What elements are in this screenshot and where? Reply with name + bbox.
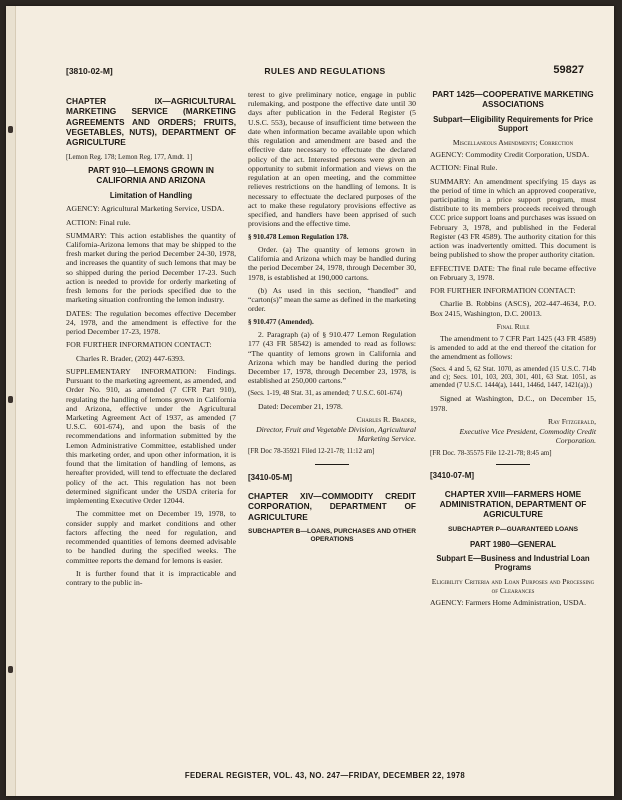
chapter-heading: CHAPTER IX—AGRICULTURAL MARKETING SERVICE (MARKETING AGREEMENTS AND ORDERS; FRUITS, VEGETABLES, NUTS), DEPARTMENT OF AGRICULTURE	[66, 96, 236, 148]
limitation-heading: Limitation of Handling	[109, 190, 193, 200]
agency-line: AGENCY: Farmers Home Administration, USDA.	[430, 598, 587, 608]
subchapter-heading: SUBCHAPTER B—LOANS, PURCHASES AND OTHER OPERATIONS	[248, 527, 416, 544]
authority-citation: (Secs. 1-19, 48 Stat. 31, as amended; 7 U.S.C. 601-674)	[248, 389, 403, 397]
final-rule-heading: Final Rule	[496, 321, 530, 331]
header-title: RULES AND REGULATIONS	[264, 66, 386, 76]
signer-title: Executive Vice President, Commodity Credit Corporation.	[459, 426, 596, 446]
signer-name: Ray Fitzgerald,	[547, 416, 596, 426]
column-3	[430, 90, 596, 612]
amendment-paragraph: The amendment to 7 CFR Part 1425 (43 FR 4589) is amended to add at the end thereof the citation for the amendment as follows:	[430, 333, 596, 362]
summary-paragraph: SUMMARY: This action establishes the quantity of California-Arizona lemons that may be shipped to the fresh market during the period December 24-30, 1978, and increases the quantity of such lemons that may be so shipped during the period December 17-23. Such action is needed to provide for orderly marketing of fresh lemons for the periods specified due to the marketing situation confronting the lemon industry.	[66, 230, 236, 305]
committee-paragraph: The committee met on December 19, 1978, to consider supply and market conditions and other factors affecting the need for regulation, and recommended quantities of lemons deemed advisable to be handled during the specified weeks. The committee reports the demand for lemons is easier.	[66, 509, 236, 565]
contact-line: Charlie B. Robbins (ASCS), 202-447-4634, P.O. Box 2415, Washington, D.C. 20013.	[430, 299, 596, 318]
page-number: 59827	[553, 64, 584, 76]
signer-title: Director, Fruit and Vegetable Division, Agricultural Marketing Service.	[256, 424, 416, 444]
effective-date-paragraph: EFFECTIVE DATE: The final rule became effective on February 3, 1978.	[430, 263, 596, 282]
subpart-heading: Subpart—Eligibility Requirements for Price Support	[433, 114, 593, 134]
further-info-heading: FOR FURTHER INFORMATION CONTACT:	[66, 340, 212, 350]
binding-hole	[8, 666, 13, 673]
agency-line: AGENCY: Commodity Credit Corporation, USDA.	[430, 150, 590, 160]
binding-strip	[6, 6, 16, 796]
section-title: § 910.477 (Amended).	[248, 317, 314, 326]
signed-line: Signed at Washington, D.C., on December 15, 1978.	[430, 394, 596, 413]
page-footer: FEDERAL REGISTER, VOL. 43, NO. 247—FRIDAY, DECEMBER 22, 1978	[184, 771, 466, 780]
chapter-heading: CHAPTER XIV—COMMODITY CREDIT CORPORATION, DEPARTMENT OF AGRICULTURE	[248, 490, 416, 522]
subchapter-heading: SUBCHAPTER P—GUARANTEED LOANS	[447, 525, 579, 533]
divider	[496, 464, 530, 465]
dates-paragraph: DATES: The regulation becomes effective December 24, 1978, and the amendment is effective for the period December 17-23, 1978.	[66, 308, 236, 337]
misc-heading: Miscellaneous Amendments; Correction	[452, 137, 574, 147]
divider	[315, 464, 349, 465]
definition-paragraph: (b) As used in this section, “handled” and “carton(s)” mean the same as defined in the marketing order.	[248, 285, 416, 314]
amendment-paragraph: 2. Paragraph (a) of § 910.477 Lemon Regulation 177 (43 FR 58542) is amended to read as follows: “The quantity of lemons grown in California and Arizona which may be handled during the period December 17, 1978, through December 23, 1978, is established at 250,000 cartons.”	[248, 330, 416, 386]
lemon-reg-ref: [Lemon Reg. 178; Lemon Reg. 177, Amdt. 1]	[66, 153, 193, 161]
authority-citation: (Secs. 4 and 5, 62 Stat. 1070, as amended (15 U.S.C. 714b and c); Secs. 101, 103, 203, 301, 401, 63 Stat. 1051, as amended (7 U.S.C. 1444(a), 1441, 1446d, 1447, 1421(a)).)	[430, 365, 596, 390]
action-line: ACTION: Final rule.	[66, 217, 131, 227]
part-heading: PART 1980—GENERAL	[469, 540, 557, 550]
document-page	[6, 6, 614, 796]
chapter-heading: CHAPTER XVIII—FARMERS HOME ADMINISTRATION, DEPARTMENT OF AGRICULTURE	[439, 488, 587, 520]
binding-hole	[8, 396, 13, 403]
fr-doc-line: [FR Doc 78-35921 Filed 12-21-78; 11:12 am]	[248, 447, 375, 455]
further-found-paragraph: It is further found that it is impracticable and contrary to the public in-	[66, 568, 236, 587]
signature-block	[248, 415, 416, 444]
part-heading: PART 1425—COOPERATIVE MARKETING ASSOCIATIONS	[432, 90, 594, 110]
agency-line: AGENCY: Agricultural Marketing Service, USDA.	[66, 204, 225, 214]
supplementary-paragraph: SUPPLEMENTARY INFORMATION: Findings. Pursuant to the marketing agreement, as amended, and Order No. 910, as amended (7 CFR Part 910), regulating the handling of lemons grown in California and Arizona, effective under the Agricultural Marketing Agreement Act of 1937, as amended (7 U.S.C. 601-674), and upon the basis of the recommendations and information submitted by the Lemon Administrative Committee, established under this marketing order, and upon other information, it is found that the limitation of handling of lemons, as hereafter provided, will tend to effectuate the declared policy of the act. This regulation has not been determined significant under the USDA criteria for implementing Executive Order 12044.	[66, 366, 236, 506]
further-info-heading: FOR FURTHER INFORMATION CONTACT:	[430, 286, 576, 296]
agency-code: [3410-05-M]	[248, 473, 293, 483]
part-heading: PART 910—LEMONS GROWN IN CALIFORNIA AND ARIZONA	[88, 166, 214, 186]
eligibility-heading: Eligibility Criteria and Loan Purposes and Processing of Clearances	[431, 577, 595, 596]
dated-line: Dated: December 21, 1978.	[258, 401, 343, 411]
binding-hole	[8, 126, 13, 133]
running-head	[66, 66, 584, 82]
signer-name: Charles R. Brader,	[356, 415, 416, 425]
agency-code: [3410-07-M]	[430, 471, 475, 481]
signature-block	[430, 417, 596, 446]
action-line: ACTION: Final Rule.	[430, 163, 498, 173]
order-paragraph: Order. (a) The quantity of lemons grown in California and Arizona which may be handled during the period December 24, 1978, through December 30, 1978, is established at 190,000 cartons.	[248, 245, 416, 282]
column-1	[66, 90, 236, 591]
contact-line: Charles R. Brader, (202) 447-6393.	[76, 353, 185, 363]
summary-paragraph: SUMMARY: An amendment specifying 15 days as the period of time in which an approved cooperative, participating in a price support program, must distribute to its members proceeds received through CCC price support loans and purchases was issued on February 3, 1978, and published in the Federal Register (43 FR 4589). The authority citation for this action was inadvertently omitted. This document is being published to show the proper authority citation.	[430, 176, 596, 260]
fr-doc-line: [FR Doc. 78-35575 File 12-21-78; 8:45 am]	[430, 449, 552, 457]
header-code: [3810-02-M]	[66, 66, 113, 76]
subpart-heading: Subpart E—Business and Industrial Loan Programs	[436, 553, 590, 573]
continuation-paragraph: terest to give preliminary notice, engage in public rulemaking, and postpone the effective date until 30 days after publication in the Federal Register (5 U.S.C. 553), because of insufficient time between the date when information became available upon which this regulation and amendment are based and the effective date necessary to effectuate the declared policy of the act. Interested persons were given an opportunity to submit information and views on the regulation at an open meeting, and the committee relieves restrictions on the handling of lemons. It is necessary to effectuate the declared purposes of the act to make these regulatory provisions effective as specified, and handlers have been apprised of such provisions and the effective time.	[248, 90, 416, 229]
column-2	[248, 90, 416, 550]
section-title: § 910.478 Lemon Regulation 178.	[248, 232, 349, 241]
